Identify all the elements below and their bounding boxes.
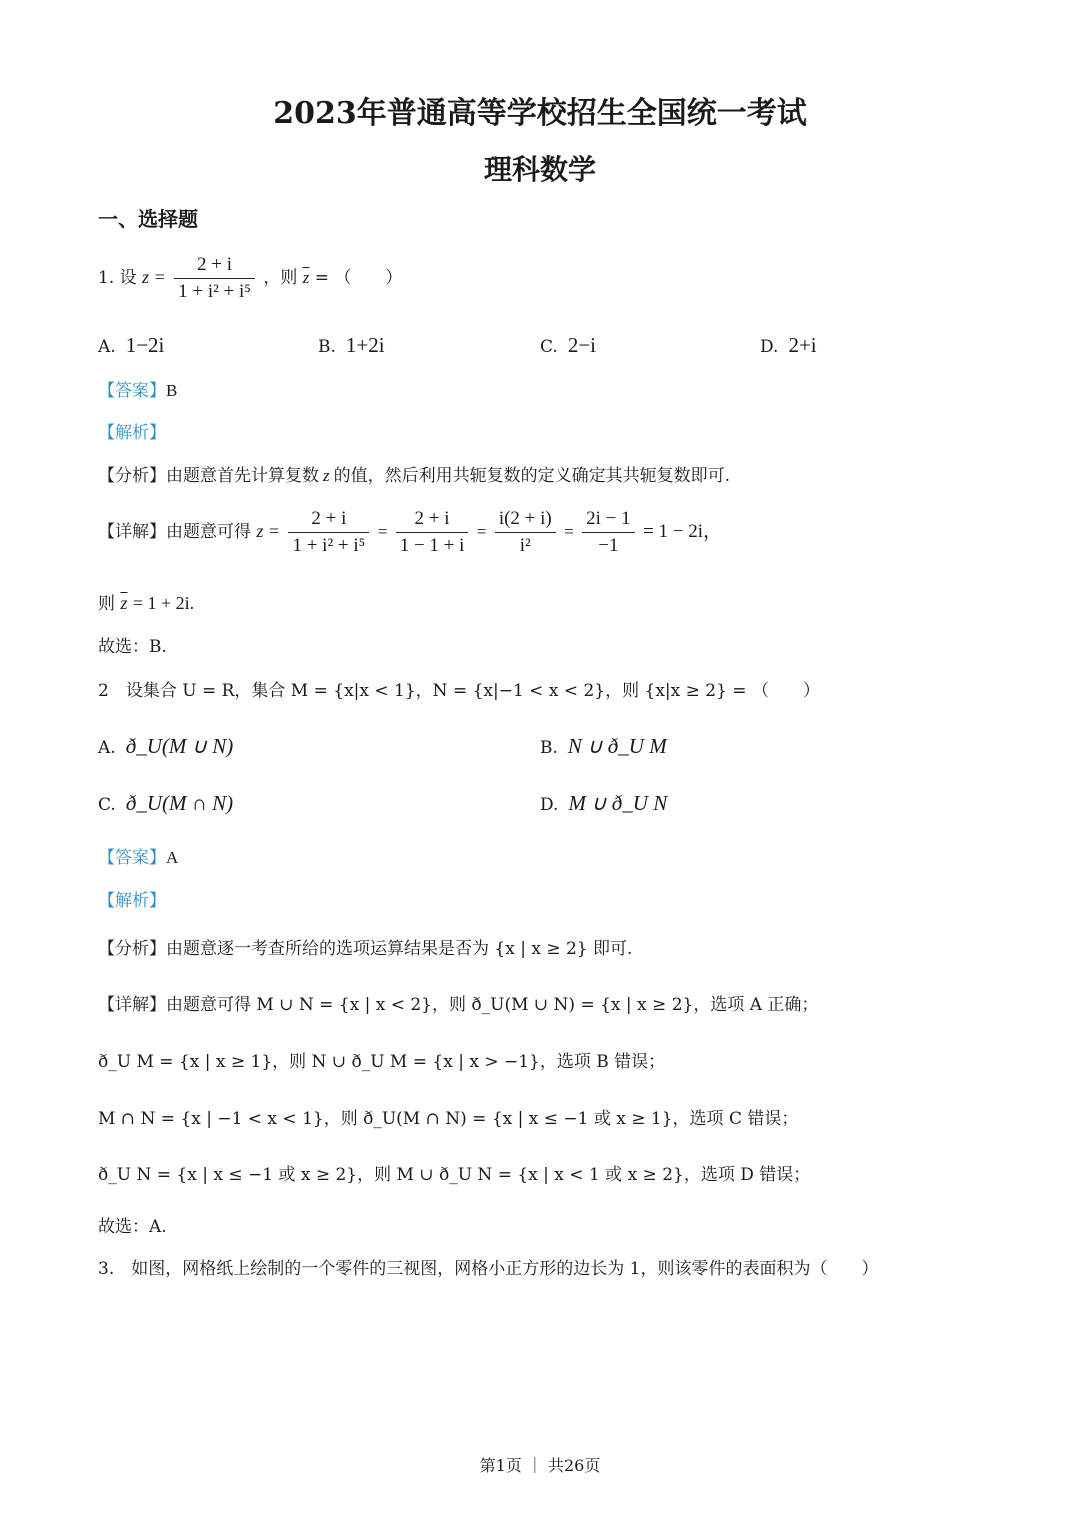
q2-detail-4: ð_U N = {x | x ≤ −1 或 x ≥ 2}，则 M ∪ ð_U N = {x | x < 1 或 x ≥ 2}，选项 D 错误； bbox=[98, 1165, 811, 1185]
detail-frac-4 bbox=[582, 508, 635, 557]
q1-z-lhs: z = bbox=[142, 267, 166, 287]
q1-fraction bbox=[174, 254, 255, 303]
option-letter: D. bbox=[540, 795, 559, 815]
option-value: ð_U(M ∪ N) bbox=[125, 734, 234, 758]
answer-value: B bbox=[166, 381, 178, 400]
exam-title: 2023年普通高等学校招生全国统一考试 bbox=[273, 96, 807, 131]
q1-zbar: $\overline{z}$ bbox=[302, 268, 310, 287]
option-letter: D. bbox=[760, 337, 779, 357]
conj-lead: 则 bbox=[98, 594, 115, 614]
q2-option-d bbox=[540, 791, 667, 816]
option-letter: A. bbox=[98, 738, 116, 758]
page-footer: 第1页 ｜ 共26页 bbox=[479, 1456, 601, 1475]
frac-num: 2 + i bbox=[288, 508, 369, 533]
q1-stem bbox=[98, 254, 402, 303]
q2-choose: 故选：A. bbox=[98, 1217, 167, 1237]
q1-lead: 设 bbox=[119, 268, 137, 288]
detail-frac-3 bbox=[495, 508, 556, 557]
q1-analysis bbox=[98, 461, 730, 486]
q2-stem: 2 设集合 U = R，集合 M = {x|x < 1}，N = {x|−1 < x < 2}，则 {x|x ≥ 2} = （ ） bbox=[98, 681, 820, 701]
option-letter: B. bbox=[318, 337, 336, 357]
analysis-tag: 【分析】 bbox=[98, 466, 166, 486]
q2-detail-1 bbox=[98, 990, 818, 1015]
analysis-text: 由题意逐一考查所给的选项运算结果是否为 {x | x ≥ 2} 即可. bbox=[166, 939, 633, 959]
option-value: 1+2i bbox=[345, 333, 385, 357]
q2-option-a bbox=[98, 734, 233, 759]
frac-num: 2i − 1 bbox=[582, 508, 635, 533]
q1-frac-num: 2 + i bbox=[174, 254, 255, 279]
q2-option-c bbox=[98, 791, 233, 816]
q2-detail-2: ð_U M = {x | x ≥ 1}，则 N ∪ ð_U M = {x | x > −1}，选项 B 错误； bbox=[98, 1052, 666, 1072]
q1-option-a bbox=[98, 333, 164, 358]
frac-num: i(2 + i) bbox=[495, 508, 556, 533]
analysis-tag: 【分析】 bbox=[98, 939, 166, 959]
frac-den: −1 bbox=[598, 535, 619, 556]
detail-frac-2 bbox=[396, 508, 469, 557]
q3-stem: 3. 如图，网格纸上绘制的一个零件的三视图，网格小正方形的边长为 1，则该零件的表面积为（ ） bbox=[98, 1259, 879, 1279]
option-value: 2−i bbox=[567, 333, 596, 357]
detail-frac-1 bbox=[288, 508, 369, 557]
detail-tag: 【详解】 bbox=[98, 995, 166, 1015]
q1-option-b bbox=[318, 333, 385, 358]
option-letter: C. bbox=[540, 337, 558, 357]
q1-number: 1. bbox=[98, 268, 115, 288]
frac-den: i² bbox=[519, 535, 531, 556]
exam-subtitle: 理科数学 bbox=[483, 153, 596, 186]
option-letter: B. bbox=[540, 738, 558, 758]
q1-jiexi-tag: 【解析】 bbox=[98, 423, 166, 443]
q1-detail: 【详解】由题意可得 z = $\frac{2 + i}{\text{1 + i² + i⁵}}$ = $\frac{2 + i}{1 - 1 + i}$ = $\frac{i(2 + i)}{\text{i²}}$ = $\frac{2i - 1}{-1}$ = 1 − 2i， bbox=[98, 508, 723, 556]
conj-value: = 1 + 2i. bbox=[132, 593, 195, 613]
detail-lead: 由题意可得 bbox=[166, 522, 251, 542]
q2-jiexi-tag: 【解析】 bbox=[98, 891, 166, 911]
analysis-var: z bbox=[323, 466, 330, 485]
answer-value: A bbox=[166, 848, 179, 867]
q2-analysis bbox=[98, 934, 632, 959]
option-value: 1−2i bbox=[125, 333, 165, 357]
q1-answer bbox=[98, 376, 177, 401]
detail-end: = 1 − 2i， bbox=[643, 521, 723, 542]
answer-tag: 【答案】 bbox=[98, 381, 166, 401]
q2-answer bbox=[98, 843, 178, 868]
option-letter: A. bbox=[98, 337, 116, 357]
detail-tag: 【详解】 bbox=[98, 522, 166, 542]
option-value: N ∪ ð_U M bbox=[567, 734, 667, 758]
conj-var: $\overline{z}$ bbox=[120, 593, 128, 613]
q2-option-b bbox=[540, 734, 667, 759]
q1-option-d bbox=[760, 333, 817, 358]
q1-option-c bbox=[540, 333, 596, 358]
q1-choose: 故选：B. bbox=[98, 637, 167, 657]
option-value: 2+i bbox=[788, 333, 817, 357]
q1-frac-den: 1 + i² + i⁵ bbox=[178, 281, 251, 302]
q1-tail: ，则 bbox=[263, 268, 298, 288]
detail-z: z = bbox=[256, 521, 281, 541]
frac-den: 1 − 1 + i bbox=[399, 535, 465, 556]
q1-blank: = （ ） bbox=[314, 268, 403, 288]
frac-den: 1 + i² + i⁵ bbox=[292, 535, 366, 556]
detail-text: 由题意可得 M ∪ N = {x | x < 2}，则 ð_U(M ∪ N) = {x | x ≥ 2}，选项 A 正确； bbox=[166, 995, 819, 1015]
analysis-text-b: 的值，然后利用共轭复数的定义确定其共轭复数即可. bbox=[333, 466, 731, 486]
option-value: M ∪ ð_U N bbox=[568, 791, 668, 815]
frac-num: 2 + i bbox=[396, 508, 469, 533]
q1-conjugate bbox=[98, 589, 194, 614]
q2-detail-3: M ∩ N = {x | −1 < x < 1}，则 ð_U(M ∩ N) = {x | x ≤ −1 或 x ≥ 1}，选项 C 错误； bbox=[98, 1109, 799, 1129]
option-letter: C. bbox=[98, 795, 116, 815]
option-value: ð_U(M ∩ N) bbox=[125, 791, 234, 815]
answer-tag: 【答案】 bbox=[98, 848, 166, 868]
analysis-text-a: 由题意首先计算复数 bbox=[166, 466, 319, 486]
section-heading: 一、选择题 bbox=[98, 207, 198, 231]
